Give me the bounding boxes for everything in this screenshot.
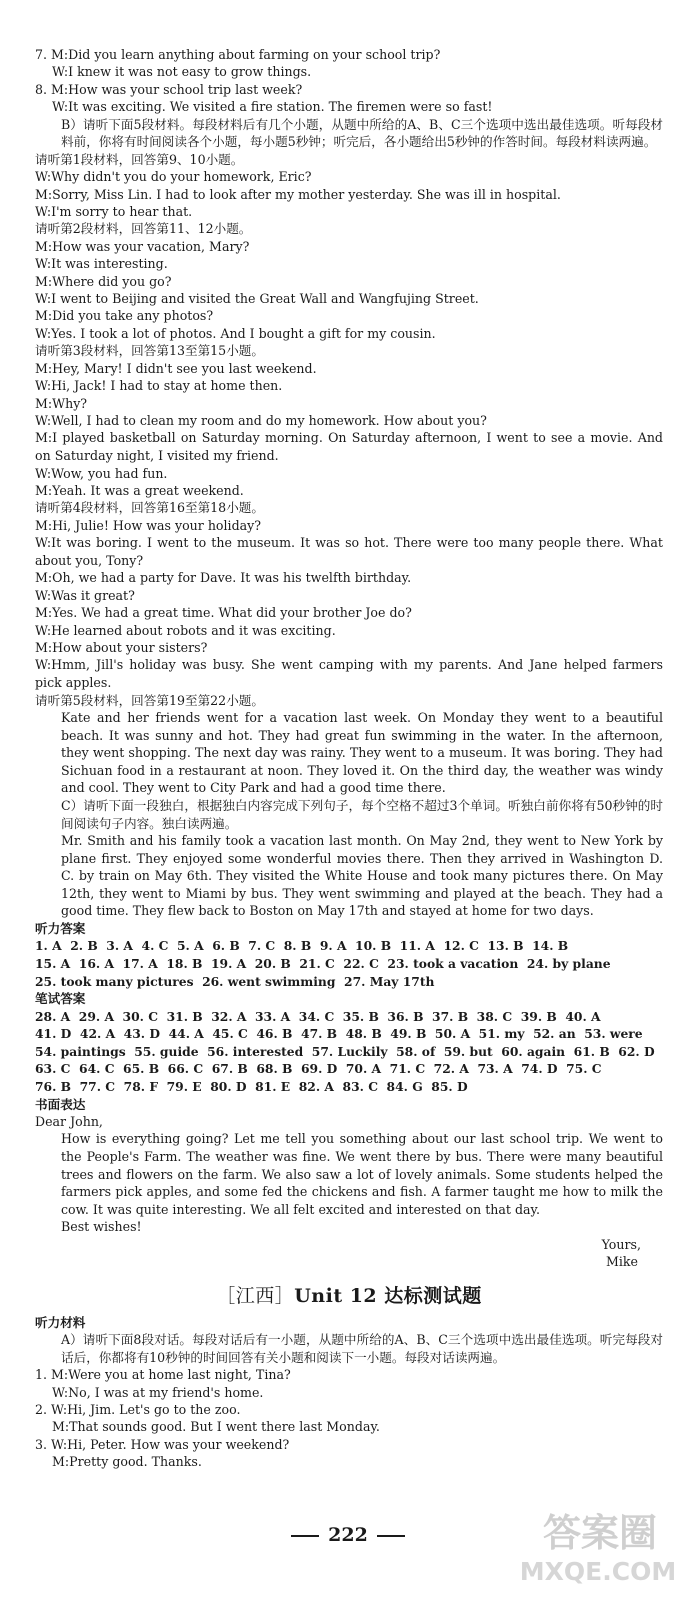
letter-sign-name: Mike: [605, 1254, 638, 1270]
text-line: M:Pretty good. Thanks.: [52, 1454, 202, 1470]
text-line: W:Yes. I took a lot of photos. And I bought a gift for my cousin.: [35, 325, 436, 341]
text-line: M:Did you take any photos?: [35, 308, 214, 324]
text-line: M:That sounds good. But I went there last Monday.: [52, 1419, 380, 1435]
written-answers: [35, 1008, 663, 1096]
unit-title: [35, 1281, 663, 1308]
text-line: W:Why didn't you do your homework, Eric?: [35, 169, 312, 185]
document-page: [35, 46, 663, 1471]
letter-body: How is everything going? Let me tell you something about our last school trip. We went to the People's Farm. The weather was fine. We went there by bus. There were many beautiful trees and flowers on the farm. We also saw a lot of lovely animals. Some students helped the farmers pick apples, and some fed the chickens and fish. A farmer taught me how to milk the cow. It was quite interesting. We all felt excited and interested on that day.: [61, 1131, 663, 1217]
written-answers-heading: 笔试答案: [35, 991, 86, 1007]
text-line: 请听第3段材料，回答第13至第15小题。: [35, 343, 264, 359]
text-line: M:Oh, we had a party for Dave. It was his twelfth birthday.: [35, 570, 412, 586]
answer-row: 28. A 29. A 30. C 31. B 32. A 33. A 34. C 35. B 36. B 37. B 38. C 39. B 40. A: [35, 1008, 601, 1024]
text-line: 请听第4段材料，回答第16至第18小题。: [35, 500, 264, 516]
answer-row: 1. A 2. B 3. A 4. C 5. A 6. B 7. C 8. B 9. A 10. B 11. A 12. C 13. B 14. B: [35, 938, 569, 954]
text-line: M:How about your sisters?: [35, 639, 208, 655]
text-line: W:Wow, you had fun.: [35, 465, 168, 481]
text-line: 请听第1段材料，回答第9、10小题。: [35, 151, 244, 167]
text-line: 8. M:How was your school trip last week?: [35, 81, 303, 97]
text-line: W:He learned about robots and it was exciting.: [35, 622, 336, 638]
text-line: W:No, I was at my friend's home.: [52, 1384, 264, 1400]
text-line: M:Yeah. It was a great weekend.: [35, 482, 244, 498]
text-line: W:It was boring. I went to the museum. It was so hot. There were too many people there. What about you, Tony?: [35, 535, 663, 568]
text-line: 1. M:Were you at home last night, Tina?: [35, 1367, 291, 1383]
text-line: 3. W:Hi, Peter. How was your weekend?: [35, 1436, 290, 1452]
watermark-logo: [520, 1502, 688, 1592]
text-line: 2. W:Hi, Jim. Let's go to the zoo.: [35, 1402, 241, 1418]
listening-material-heading: 听力材料: [35, 1314, 86, 1330]
page-number-dash-right: [377, 1535, 405, 1537]
answer-row: 41. D 42. A 43. D 44. A 45. C 46. B 47. B 48. B 49. B 50. A 51. my 52. an 53. were: [35, 1026, 643, 1042]
answer-row: 54. paintings 55. guide 56. interested 57. Luckily 58. of 59. but 60. again 61. B 62. D: [35, 1043, 655, 1059]
text-line: B）请听下面5段材料。每段材料后有几个小题，从题中所给的A、B、C三个选项中选出最佳选项。听每段材料前，你将有时间阅读各个小题，每小题5秒钟；听完后，各小题给出5秒钟的作答时间。每段材料读两遍。: [61, 116, 663, 150]
text-line: W:It was interesting.: [35, 256, 168, 272]
text-line: Kate and her friends went for a vacation last week. On Monday they went to a beautiful beach. It was sunny and hot. They had great fun swimming in the water. In the afternoon, they went shopping. The next day was rainy. They went to a museum. It was boring. They had Sichuan food in a restaurant at noon. They loved it. On the third day, the weather was windy and cool. They went to City Park and had a good time there.: [61, 709, 663, 796]
text-line: M:Hi, Julie! How was your holiday?: [35, 517, 262, 533]
listening-answers-heading: 听力答案: [35, 921, 86, 937]
text-line: W:Hi, Jack! I had to stay at home then.: [35, 378, 283, 394]
letter-greeting: Dear John,: [35, 1114, 103, 1130]
text-line: M:How was your vacation, Mary?: [35, 238, 250, 254]
letter-closing: Best wishes!: [61, 1219, 142, 1235]
text-line: W:Was it great?: [35, 587, 135, 603]
text-line: 请听第5段材料，回答第19至第22小题。: [35, 692, 264, 708]
unit-title-text: Unit 12 达标测试题: [294, 1284, 482, 1307]
text-line: 请听第2段材料，回答第11、12小题。: [35, 221, 252, 237]
text-line: M:Sorry, Miss Lin. I had to look after my mother yesterday. She was ill in hospital.: [35, 186, 561, 202]
text-line: 7. M:Did you learn anything about farming on your school trip?: [35, 47, 441, 62]
text-line: W:I'm sorry to hear that.: [35, 204, 193, 220]
text-line: M:Hey, Mary! I didn't see you last weekend.: [35, 360, 317, 376]
text-line: C）请听下面一段独白，根据独白内容完成下列句子，每个空格不超过3个单词。听独白前你将有50秒钟的时间阅读句子内容。独白读两遍。: [61, 797, 663, 831]
page-number-value: 222: [328, 1524, 368, 1546]
text-line: M:I played basketball on Saturday morning. On Saturday afternoon, I went to see a movie. And on Saturday night, I visited my friend.: [35, 430, 663, 463]
unit-title-region: ［江西］: [216, 1284, 295, 1307]
watermark-logo-url: MXQE.COM: [520, 1557, 677, 1586]
answer-row: 63. C 64. C 65. B 66. C 67. B 68. B 69. D 70. A 71. C 72. A 73. A 74. D 75. C: [35, 1061, 602, 1077]
writing-heading: 书面表达: [35, 1096, 86, 1112]
text-line: M:Yes. We had a great time. What did your brother Joe do?: [35, 605, 412, 621]
text-line: A）请听下面8段对话。每段对话后有一小题，从题中所给的A、B、C三个选项中选出最佳选项。听完每段对话后，你都将有10秒钟的时间回答有关小题和阅读下一小题。每段对话读两遍。: [61, 1332, 663, 1365]
listening-script-section: [35, 46, 663, 920]
answer-row: 15. A 16. A 17. A 18. B 19. A 20. B 21. C 22. C 23. took a vacation 24. by plane: [35, 956, 611, 972]
text-line: M:Why?: [35, 395, 88, 411]
text-line: Mr. Smith and his family took a vacation last month. On May 2nd, they went to New York by plane first. They enjoyed some wonderful movies there. Then they arrived in Washington D. C. by train on May 6th. They visited the White House and took many pictures there. On May 12th, they went to Miami by bus. They went swimming and played at the beach. They had a good time. They flew back to Boston on May 17th and stayed at home for two days.: [61, 833, 663, 919]
text-line: W:It was exciting. We visited a fire station. The firemen were so fast!: [52, 99, 493, 115]
text-line: W:Well, I had to clean my room and do my homework. How about you?: [35, 412, 487, 428]
answer-row: 76. B 77. C 78. F 79. E 80. D 81. E 82. A 83. C 84. G 85. D: [35, 1079, 468, 1095]
answer-row: 25. took many pictures 26. went swimming 27. May 17th: [35, 973, 435, 989]
listening-material-section: [35, 1331, 663, 1471]
page-number-dash-left: [291, 1535, 319, 1537]
text-line: M:Where did you go?: [35, 273, 172, 289]
text-line: W:I went to Beijing and visited the Great Wall and Wangfujing Street.: [35, 291, 479, 307]
listening-answers: [35, 937, 663, 990]
letter-sign-yours: Yours,: [601, 1236, 641, 1252]
text-line: W:I knew it was not easy to grow things.: [52, 64, 312, 80]
watermark-logo-text: 答案圈: [542, 1511, 658, 1555]
text-line: W:Hmm, Jill's holiday was busy. She went camping with my parents. And Jane helped farmers pick apples.: [35, 657, 663, 690]
